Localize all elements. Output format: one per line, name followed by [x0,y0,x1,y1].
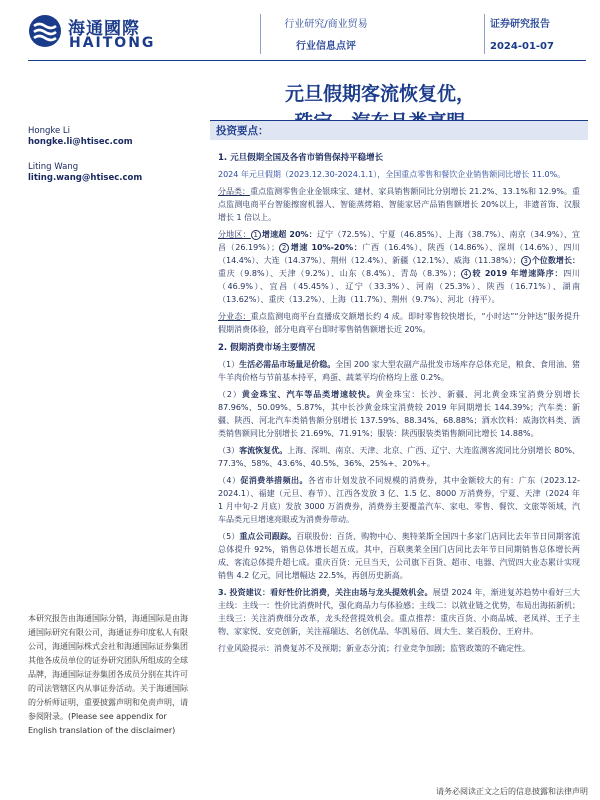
group-text: 四川（46.9%）、宜昌（45.45%）、辽宁（33.3%）、河南（25.3%）、陕西（16.71%）、湖南（13.62%）、重庆（13.2%）、上海（11.7%）、荆州（9.7%）、河北（持平）。 [218,269,581,304]
header-category-block [266,18,386,54]
item-text: 上海、深圳、南京、天津、北京、广西、辽宁、大连监测客流同比分别增长 80%、77.3%、58%、43.6%、40.5%、36%、25%+、20%+。 [218,446,581,468]
header-rule [28,60,586,61]
item-label: 生活必需品市场量足价稳。 [239,360,336,369]
number-2-icon: 2 [279,243,289,253]
analyst-1 [28,126,133,148]
section-1-by-category [218,185,580,224]
section-1-title: 1. 元旦假期全国及各省市销售保持平稳增长 [218,153,384,163]
group-text: 重庆（9.8%）、天津（9.2%）、山东（8.4%）、青岛（8.3%）； [218,269,461,278]
header-divider [260,14,261,54]
report-category: 行业研究/商业贸易 [284,19,368,30]
item-text: 黄金珠宝：长沙、新疆、河北黄金珠宝消费分别增长 87.96%、50.09%、5.87%，其中长沙黄金珠宝消费较 2019 年同期增长 144.39%；汽车类：新疆、陕西、河北汽车类销售额分别增长 137.59%、88.34%、68.88%；酒水饮料：威海饮料类、酒类销售额同比分别增长 21.69%、71.91%；服装：陕西服装类销售额同比增长 14.88%。 [218,390,580,438]
header-divider [484,14,485,54]
item-text: 全国 200 家大型农副产品批发市场库存总体充足，粮食、食用油、猪牛羊肉价格与节前基本持平，鸡蛋、蔬菜平均价格均上涨 0.2%。 [218,360,581,382]
section-1-by-channel [218,310,580,336]
title-line-1: 元旦假期客流恢复优， [284,83,475,105]
section-2-item-1: （1）生活必需品市场量足价稳。全国 200 家大型农副产品批发市场库存总体充足，粮食、食用油、猪牛羊肉价格与节前基本持平，鸡蛋、蔬菜平均价格均上涨 0.2%。 [218,360,581,382]
key-points-heading: 投资要点： [210,120,588,140]
analyst-email[interactable]: hongke.li@htisec.com [28,137,133,147]
label: 分地区： [218,230,251,239]
legal-footer: 请务必阅读正文之后的信息披露和法律声明 [436,787,588,796]
label: 分业态： [218,312,251,321]
section-2-item-5: （5）重点公司跟踪。百联股份：百货、购物中心、奥特莱斯全国四十多家门店同比去年节日同期客流总体提升 92%，销售总体增长超五成。其中，百联奥莱全国门店同比去年节日同期销售总体增长两成、客流总体提升超七成。重庆百货：元旦当天，公司旗下百货、超市、电器、汽贸四大业态累计实现销售 4.2 亿元，同比增幅达 22.5%，再创历史新高。 [218,532,581,580]
haitong-logo [28,8,168,56]
group-label: 个位数增长： [531,256,581,265]
analyst-email[interactable]: liting.wang@htisec.com [28,173,143,183]
group-label: 增速 10%-20%： [290,243,363,252]
section-2-item-4: （4）促消费举措频出。各省市计划发放不同规模的消费券，其中金额较大的有：广东（2023.12-2024.1）、福建（元旦、春节）、江西各发放 3 亿、1.5 亿、8000 万消费券，宁夏、天津（2024 年 1 月中旬-2 月底）发放 3000 万消费券，消费券主要覆盖汽车、家电、零售、餐饮、文旅等领域，汽车品类元旦增速亮眼或为消费券带动。 [218,476,581,524]
item-label: 重点公司跟踪。 [239,532,297,541]
risk-warning: 行业风险提示：消费复苏不及预期；新业态分流；行业竞争加剧；监管政策的不确定性。 [218,644,530,653]
item-label: 黄金珠宝、汽车等品类增速较快。 [241,390,376,399]
item-label: 促消费举措频出。 [240,476,308,485]
analyst-name: Liting Wang [28,162,79,172]
label: 分品类： [218,187,251,196]
section-1-by-region [218,228,580,306]
section-1-intro: 2024 年元旦假期（2023.12.30-2024.1.1），全国重点零售和餐饮企业销售额同比增长 11.0%。 [218,170,566,179]
item-label: 客流恢复优。 [239,446,288,455]
item-text: 百联股份：百货、购物中心、奥特莱斯全国四十多家门店同比去年节日同期客流总体提升 92%，销售总体增长超五成。其中，百联奥莱全国门店同比去年节日同期销售总体增长两成、客流总体提升超七成。重庆百货：元旦当天，公司旗下百货、超市、电器、汽贸四大业态累计实现销售 4.2 亿元，同比增幅达 22.5%，再创历史新高。 [218,532,581,580]
item-text: 各省市计划发放不同规模的消费券，其中金额较大的有：广东（2023.12-2024.1）、福建（元旦、春节）、江西各发放 3 亿、1.5 亿、8000 万消费券，宁夏、天津（2024 年 1 月中旬-2 月底）发放 3000 万消费券，消费券主要覆盖汽车、家电、零售、餐饮、文旅等领域，汽车品类元旦增速亮眼或为消费券带动。 [218,476,581,524]
analyst-name: Hongke Li [28,126,71,136]
group-text: 辽宁（72.5%）、宁夏（46.85%）、上海（38.7%）、南京（34.9%）、宜昌（26.19%）； [218,230,581,252]
key-points-panel [210,120,588,655]
report-type: 证券研究报告 [490,19,550,30]
section-3-title: 3. 投资建议：看好性价比消费，关注由场与龙头提效机会。 [218,588,433,597]
text: 重点监测电商平台直播成交额增长约 4 成。即时零售较快增长，“小时达”“分钟达”服务提升假期消费体验，部分电商平台即时零售销售额增长近 20%。 [218,312,581,334]
logo-text-en: HAITONG [69,35,156,51]
text: 重点监测零售企业金银珠宝、建材、家具销售额同比分别增长 21.2%、13.1%和 12.9%。重点监测电商平台智能擦窗机器人、智能蒸烤箱、智能家居产品销售额增长 20%以上，非遗首饰、汉服增长 1 倍以上。 [218,187,581,222]
report-date: 2024-01-07 [490,41,554,52]
section-2-title: 2. 假期消费市场主要情况 [218,343,316,353]
section-3-text: 展望 2024 年，渐进复苏趋势中看好三大主线：主线一：性价比消费时代，强化商品力与体验感；主线二：以就业链之优势，布局出海拓新机；主线三：关注消费细分改革，龙头经营提效机会。重点推荐：重庆百货、小商品城、老凤祥、王子主物、家家悦、安克创新，关注福瑞达、名创优品、华凯易佰、周大生、莱百股份、王府井。 [218,588,581,636]
group-label: 增速超 20%： [261,230,317,239]
analyst-2 [28,162,142,184]
haitong-logo-icon [28,14,62,48]
header-meta-block [490,18,586,54]
section-3 [218,586,580,638]
report-subtitle: 行业信息点评 [296,41,356,52]
distribution-disclaimer: 本研究报告由海通国际分销，海通国际是由海通国际研究有限公司，海通证券印度私人有限公司，海通国际株式会社和海通国际证券集团其他各成员单位的证券研究团队所组成的全球品牌，海通国际证券集团各成员分别在其许可的司法管辖区内从事证券活动。关于海通国际的分析师证明，重要披露声明和免责声明，请参阅附录。(Please see appendix for English translation of the disclaimer) [28,614,188,735]
number-4-icon: 4 [461,269,471,279]
group-label: 较 2019 年增速降序： [471,269,564,278]
logo-text-cn: 海通國際 [68,19,140,39]
section-2-item-2: （2）黄金珠宝、汽车等品类增速较快。黄金珠宝：长沙、新疆、河北黄金珠宝消费分别增长 87.96%、50.09%、5.87%，其中长沙黄金珠宝消费较 2019 年同期增长 144.39%；汽车类：新疆、陕西、河北汽车类销售额分别增长 137.59%、88.34%、68.88%；酒水饮料：威海饮料类、酒类销售额同比分别增长 21.69%、71.91%；服装：陕西服装类销售额同比增长 14.88%。 [218,390,580,438]
page-header [0,0,600,72]
number-1-icon: 1 [251,230,261,240]
number-3-icon: 3 [521,256,531,266]
group-text: 广西（16.4%）、陕西（14.86%）、深圳（14.6%）、四川（14.4%）、大连（14.37%）、荆州（12.4%）、新疆（12.1%）、威海（11.38%）； [218,243,580,265]
section-2-item-3: （3）客流恢复优。上海、深圳、南京、天津、北京、广西、辽宁、大连监测客流同比分别增长 80%、77.3%、58%、43.6%、40.5%、36%、25%+、20%+。 [218,446,581,468]
